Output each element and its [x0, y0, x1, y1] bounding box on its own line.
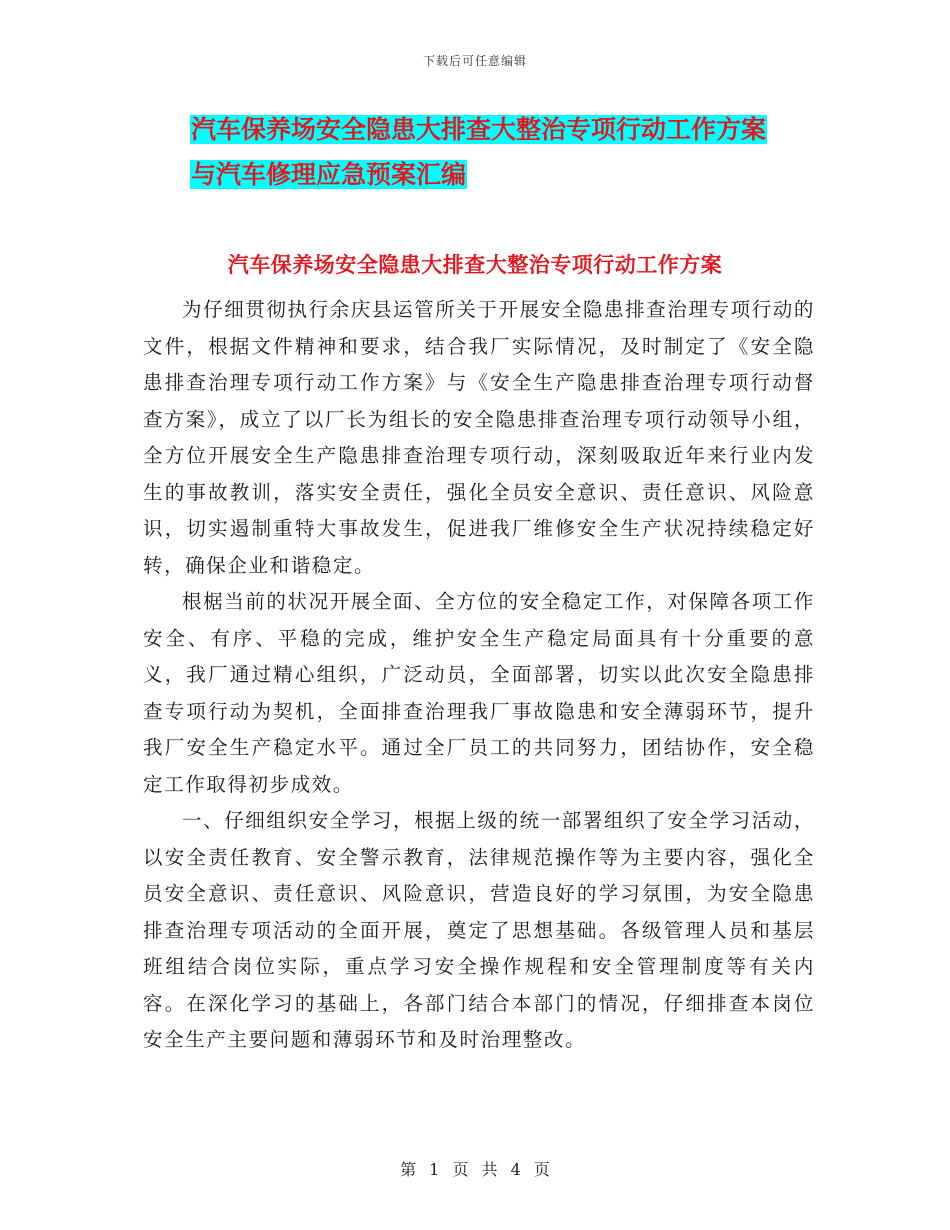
- page-number-footer: 第 1 页 共 4 页: [400, 1160, 550, 1179]
- document-title-line-1-text: 汽车保养场安全隐患大排查大整治专项行动工作方案: [191, 115, 767, 144]
- paragraph: 一、仔细组织安全学习，根据上级的统一部署组织了安全学习活动，以安全责任教育、安全警示教育，法律规范操作等为主要内容，强化全员安全意识、责任意识、风险意识，营造良好的学习氛围，为安全隐患排查治理专项活动的全面开展，奠定了思想基础。各级管理人员和基层班组结合岗位实际，重点学习安全操作规程和安全管理制度等有关内容。在深化学习的基础上，各部门结合本部门的情况，仔细排查本岗位安全生产主要问题和薄弱环节和及时治理整改。: [143, 809, 816, 1051]
- section-title: 汽车保养场安全隐患大排查大整治专项行动工作方案: [227, 253, 723, 277]
- paragraph: 根椐当前的状况开展全面、全方位的安全稳定工作，对保障各项工作安全、有序、平稳的完成，维护安全生产稳定局面具有十分重要的意义，我厂通过精心组织，广泛动员，全面部署，切实以此次安全隐患排查专项行动为契机，全面排查治理我厂事故隐患和安全薄弱环节，提升我厂安全生产稳定水平。通过全厂员工的共同努力，团结协作，安全稳定工作取得初步成效。: [143, 590, 816, 796]
- document-title-line-1: [190, 113, 810, 147]
- document-body: [143, 292, 815, 1059]
- document-title-line-2-text: 与汽车修理应急预案汇编: [191, 160, 467, 189]
- document-title-line-2: [190, 158, 810, 192]
- paragraph: 为仔细贯彻执行余庆县运管所关于开展安全隐患排查治理专项行动的文件，根据文件精神和要求，结合我厂实际情况，及时制定了《安全隐患排查治理专项行动工作方案》与《安全生产隐患排查治理专项行动督查方案》，成立了以厂长为组长的安全隐患排查治理专项行动领导小组，全方位开展安全生产隐患排查治理专项行动，深刻吸取近年来行业内发生的事故教训，落实安全责任，强化全员安全意识、责任意识、风险意识，切实遏制重特大事故发生，促进我厂维修安全生产状况持续稳定好转，确保企业和谐稳定。: [143, 298, 816, 577]
- page-header-note: 下载后可任意编辑: [422, 54, 527, 68]
